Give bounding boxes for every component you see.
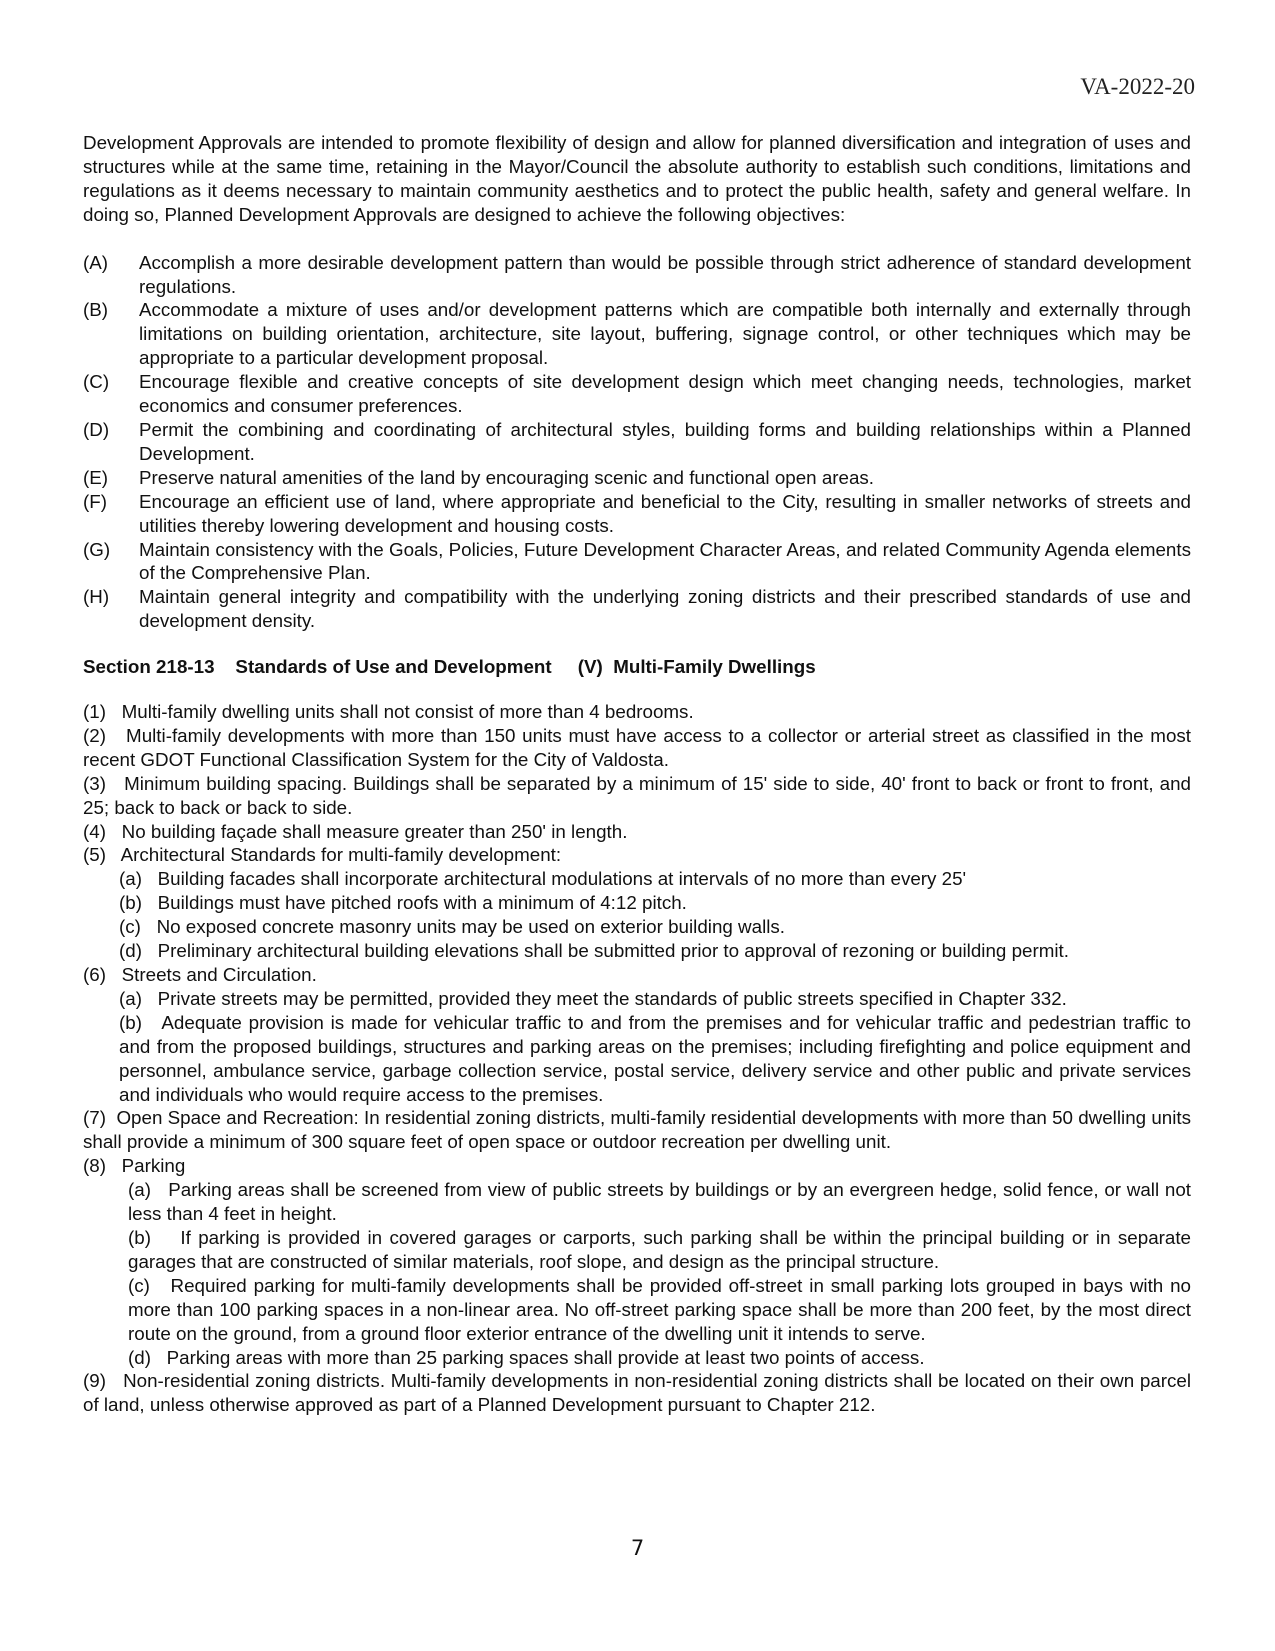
substandard-item xyxy=(83,939,1191,963)
objective-text: Encourage flexible and creative concepts of site development design which meet changing needs, technologies, market economics and consumer preferences. xyxy=(139,371,1191,417)
objective-item xyxy=(83,418,1191,466)
standard-number: (9) xyxy=(83,1370,106,1392)
objective-letter: (H) xyxy=(83,586,110,608)
standard-item xyxy=(83,772,1191,820)
substandard-letter: (b) xyxy=(128,1226,151,1248)
standard-number: (2) xyxy=(83,724,106,746)
objective-text: Preserve natural amenities of the land by encouraging scenic and functional open areas. xyxy=(139,466,875,488)
substandard-text: If parking is provided in covered garages or carports, such parking shall be within the principal building or in separate garages that are constructed of similar materials, roof slope, and design as the principal structure. xyxy=(128,1226,1192,1272)
substandard-text: No exposed concrete masonry units may be used on exterior building walls. xyxy=(156,916,786,938)
substandard-item xyxy=(83,915,1191,939)
objective-item xyxy=(83,490,1191,538)
objective-text: Permit the combining and coordinating of architectural styles, building forms and building relationships within a Planned Development. xyxy=(139,418,1191,464)
substandard-letter: (c) xyxy=(128,1274,150,1296)
standard-item xyxy=(83,963,1191,987)
substandard-letter: (d) xyxy=(119,940,142,962)
standard-text: Minimum building spacing. Buildings shall be separated by a minimum of 15' side to side, 40' front to back or front to front, and 25; back to back or back to side. xyxy=(83,772,1192,818)
standard-number: (4) xyxy=(83,820,106,842)
section-heading xyxy=(83,655,1191,679)
standard-text: Non-residential zoning districts. Multi-family developments in non-residential zoning districts shall be located on their own parcel of land, unless otherwise approved as part of a Planned Development pursuant to Chapter 212. xyxy=(83,1370,1192,1416)
standard-item xyxy=(83,724,1191,772)
objective-text: Maintain general integrity and compatibility with the underlying zoning districts and their prescribed standards of use and development density. xyxy=(139,586,1191,632)
standard-text: Open Space and Recreation: In residential zoning districts, multi-family residential developments with more than 50 dwelling units shall provide a minimum of 300 square feet of open space or outdoor recreation per dwelling unit. xyxy=(83,1107,1191,1153)
substandard-letter: (a) xyxy=(128,1179,151,1201)
objectives-list xyxy=(83,251,1191,634)
page-content xyxy=(83,131,1191,1417)
section-subsection: (V) Multi-Family Dwellings xyxy=(577,656,816,678)
substandard-item xyxy=(83,891,1191,915)
substandard-item xyxy=(83,867,1191,891)
substandard-item xyxy=(83,1274,1191,1346)
standard-number: (5) xyxy=(83,844,106,866)
substandard-letter: (c) xyxy=(119,916,141,938)
standard-text: Streets and Circulation. xyxy=(121,964,317,985)
standard-item xyxy=(83,700,1191,724)
substandard-text: Required parking for multi-family developments shall be provided off-street in small parking lots grouped in bays with no more than 100 parking spaces in a non-linear area. No off-street parking space shall be more than 200 feet, by the most direct route on the ground, from a ground floor exterior entrance of the dwelling unit it intends to serve. xyxy=(128,1274,1191,1344)
substandard-item xyxy=(83,1346,1191,1370)
standard-number: (6) xyxy=(83,964,106,985)
substandard-text: Preliminary architectural building elevations shall be submitted prior to approval of rezoning or building permit. xyxy=(157,940,1069,962)
standard-item xyxy=(83,1106,1191,1154)
section-number: Section 218-13 xyxy=(83,656,215,678)
objective-item xyxy=(83,585,1191,633)
objective-letter: (G) xyxy=(83,538,111,560)
substandard-item xyxy=(83,1178,1191,1226)
objective-text: Accommodate a mixture of uses and/or development patterns which are compatible both internally and externally through limitations on building orientation, architecture, site layout, buffering, signage control, or other techniques which may be appropriate to a particular development proposal. xyxy=(139,299,1191,369)
standard-text: Multi-family dwelling units shall not consist of more than 4 bedrooms. xyxy=(121,701,694,723)
substandard-letter: (d) xyxy=(128,1346,151,1368)
standard-text: No building façade shall measure greater than 250' in length. xyxy=(121,820,628,842)
substandard-text: Private streets may be permitted, provided they meet the standards of public streets specified in Chapter 332. xyxy=(157,987,1067,1009)
standard-text: Parking xyxy=(121,1155,186,1177)
objective-text: Encourage an efficient use of land, where appropriate and beneficial to the City, resulting in smaller networks of streets and utilities thereby lowering development and housing costs. xyxy=(139,490,1191,536)
objective-letter: (F) xyxy=(83,490,107,512)
standard-item xyxy=(83,843,1191,867)
substandard-text: Buildings must have pitched roofs with a minimum of 4:12 pitch. xyxy=(157,892,687,914)
substandard-item xyxy=(83,1011,1191,1107)
objective-letter: (D) xyxy=(83,418,110,440)
substandard-letter: (a) xyxy=(119,987,142,1009)
standard-text: Architectural Standards for multi-family development: xyxy=(120,844,562,866)
section-title: Standards of Use and Development xyxy=(235,656,552,678)
standard-item xyxy=(83,1154,1191,1178)
standard-number: (1) xyxy=(83,701,106,723)
page-number: 7 xyxy=(630,1536,645,1560)
objective-letter: (A) xyxy=(83,251,109,273)
document-id: VA-2022-20 xyxy=(1080,74,1195,99)
objective-item xyxy=(83,466,1191,490)
substandard-item xyxy=(83,1226,1191,1274)
objective-text: Maintain consistency with the Goals, Policies, Future Development Character Areas, and related Community Agenda elements of the Comprehensive Plan. xyxy=(139,538,1191,584)
substandard-item xyxy=(83,987,1191,1011)
substandard-letter: (a) xyxy=(119,868,142,890)
objective-letter: (E) xyxy=(83,466,109,488)
standard-text: Multi-family developments with more than 150 units must have access to a collector or arterial street as classified in the most recent GDOT Functional Classification System for the City of Valdosta. xyxy=(83,724,1192,770)
standards-list xyxy=(83,700,1191,1417)
objective-text: Accomplish a more desirable development pattern than would be possible through strict adherence of standard development regulations. xyxy=(139,251,1191,297)
standard-item xyxy=(83,1369,1191,1417)
substandard-letter: (b) xyxy=(119,892,142,914)
substandard-text: Building facades shall incorporate architectural modulations at intervals of no more than every 25' xyxy=(157,868,967,890)
objective-item xyxy=(83,251,1191,299)
substandard-letter: (b) xyxy=(119,1011,142,1033)
substandard-text: Adequate provision is made for vehicular traffic to and from the premises and for vehicular traffic and pedestrian traffic to and from the proposed buildings, structures and parking areas on the premises; including firefighting and police equipment and personnel, ambulance service, garbage collection service, postal service, delivery service and other public and private services and individuals who would require access to the premises. xyxy=(119,1011,1191,1105)
objective-letter: (C) xyxy=(83,371,110,393)
objective-letter: (B) xyxy=(83,299,109,321)
intro-paragraph: Development Approvals are intended to promote flexibility of design and allow for planned diversification and integration of uses and structures while at the same time, retaining in the Mayor/Council the absolute authority to establish such conditions, limitations and regulations as it deems necessary to maintain community aesthetics and to protect the public health, safety and general welfare. In doing so, Planned Development Approvals are designed to achieve the following objectives: xyxy=(83,132,1191,225)
objective-item xyxy=(83,370,1191,418)
objective-item xyxy=(83,538,1191,586)
standard-number: (3) xyxy=(83,772,106,794)
substandard-text: Parking areas with more than 25 parking spaces shall provide at least two points of access. xyxy=(166,1346,925,1368)
standard-item xyxy=(83,820,1191,844)
objective-item xyxy=(83,298,1191,370)
standard-number: (7) xyxy=(83,1107,106,1129)
substandard-text: Parking areas shall be screened from view of public streets by buildings or by an evergreen hedge, solid fence, or wall not less than 4 feet in height. xyxy=(128,1179,1191,1225)
standard-number: (8) xyxy=(83,1155,106,1177)
